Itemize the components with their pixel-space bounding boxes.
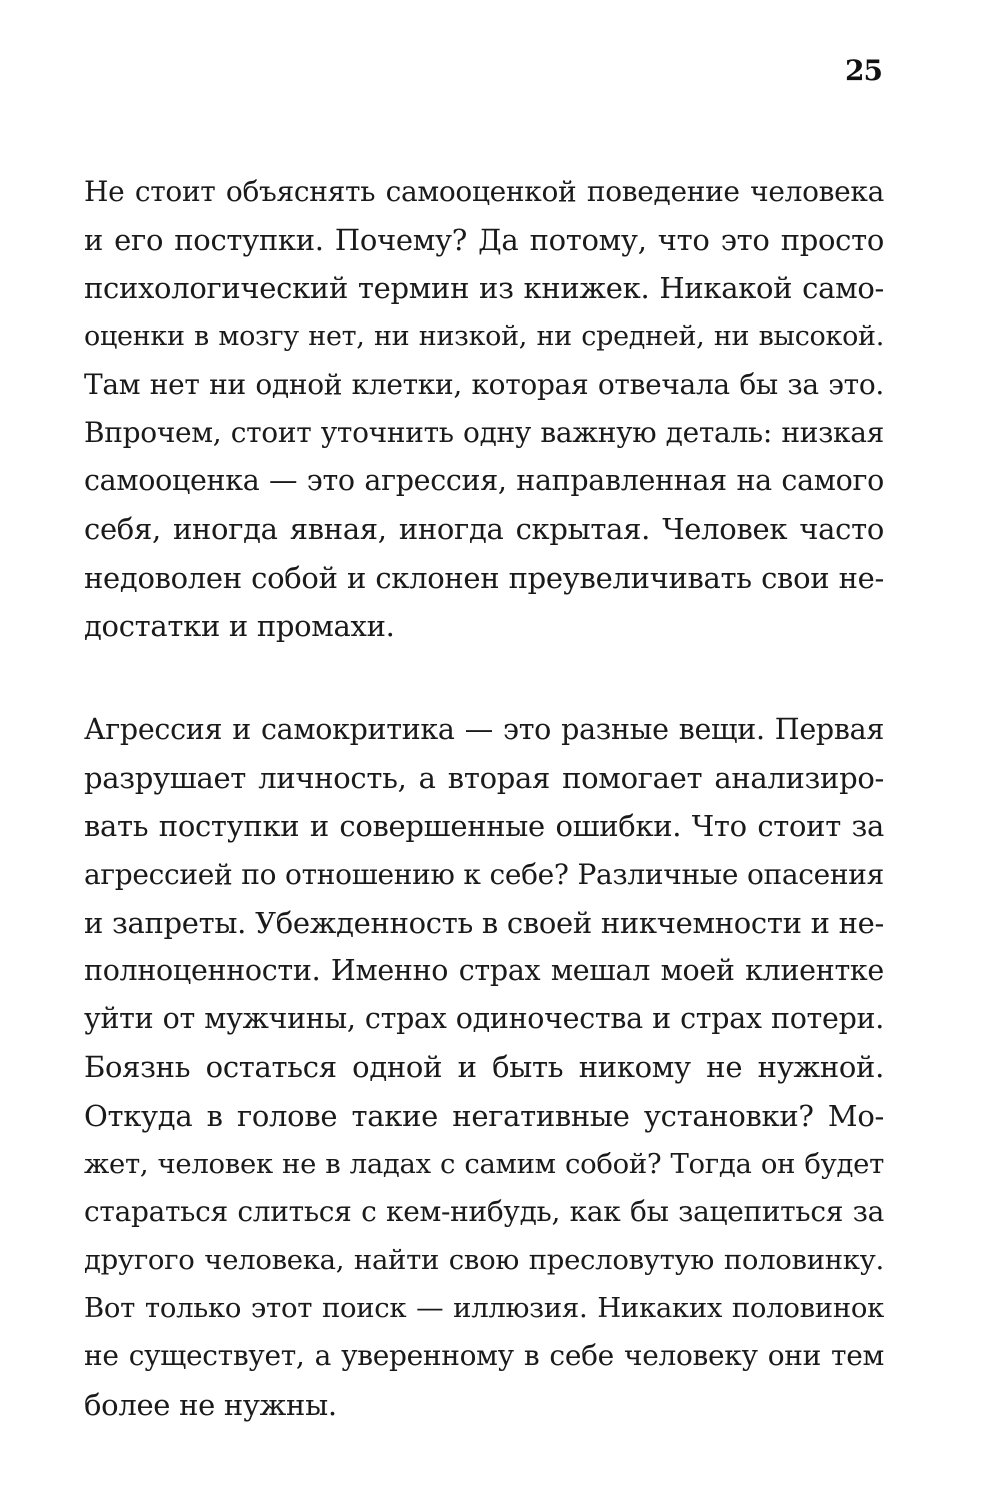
paragraph-2 <box>84 706 884 1429</box>
text-line: Там нет ни одной клетки, которая отвечала бы за это. <box>84 367 884 401</box>
paragraph-1 <box>84 168 884 650</box>
text-line: Агрессия и самокритика — это разные вещи. Первая <box>84 713 884 746</box>
text-line: оценки в мозгу нет, ни низкой, ни средней, ни высокой. <box>84 320 884 352</box>
text-line: и его поступки. Почему? Да потому, что это просто <box>84 223 884 258</box>
text-line: жет, человек не в ладах с самим собой? Тогда он будет <box>84 1147 884 1180</box>
text-line: разрушает личность, а вторая помогает анализиро- <box>84 761 884 796</box>
page-number: 25 <box>845 54 882 87</box>
text-line: не существует, а уверенному в себе человеку они тем <box>84 1339 884 1373</box>
text-line: недоволен собой и склонен преувеличивать свои не- <box>84 560 884 595</box>
text-line: Впрочем, стоит уточнить одну важную деталь: низкая <box>84 415 884 449</box>
text-line: вать поступки и совершенные ошибки. Что стоит за <box>84 809 884 844</box>
text-line: более не нужны. <box>84 1387 337 1422</box>
text-line: и запреты. Убежденность в своей никчемности и не- <box>84 905 884 940</box>
text-line: агрессией по отношению к себе? Различные опасения <box>84 857 884 891</box>
text-line: стараться слиться с кем-нибудь, как бы зацепиться за <box>84 1194 884 1228</box>
text-line: Боязнь остаться одной и быть никому не нужной. <box>84 1050 884 1085</box>
text-line: Не стоит объяснять самооценкой поведение человека <box>84 175 884 208</box>
text-line: психологический термин из книжек. Никакой само- <box>84 271 884 306</box>
text-line: себя, иногда явная, иногда скрытая. Человек часто <box>84 512 884 547</box>
text-line: Вот только этот поиск — иллюзия. Никаких половинок <box>84 1292 884 1325</box>
text-line: достатки и промахи. <box>84 608 395 643</box>
text-line: уйти от мужчины, страх одиночества и страх потери. <box>84 1002 884 1036</box>
text-line: полноценности. Именно страх мешал моей клиентке <box>84 953 884 987</box>
text-line: другого человека, найти свою пресловутую половинку. <box>84 1244 884 1277</box>
text-line: Откуда в голове такие негативные установки? Мо- <box>84 1098 884 1133</box>
text-line: самооценка — это агрессия, направленная на самого <box>84 464 884 498</box>
